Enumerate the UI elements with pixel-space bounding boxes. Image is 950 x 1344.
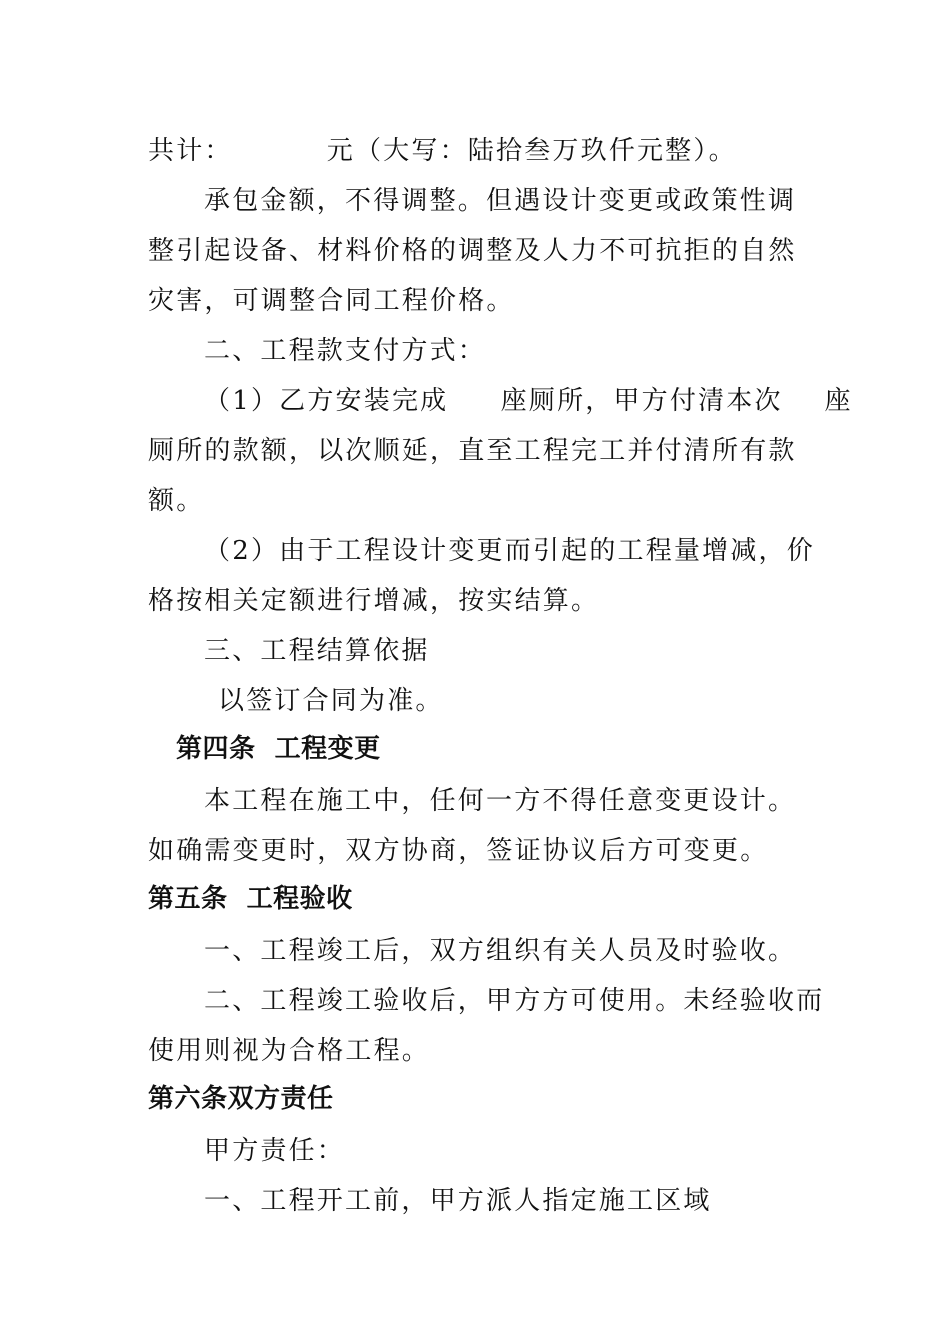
total-amount-line: 共计： 元（大写：陆拾叁万玖仟元整）。 [148, 136, 737, 166]
list-item-line: （1）乙方安装完成 座厕所，甲方付清本次 座 [204, 386, 853, 416]
article-heading: 第四条 工程变更 [176, 734, 381, 764]
list-item-line: 格按相关定额进行增减，按实结算。 [148, 586, 600, 616]
article-line: 二、工程竣工验收后，甲方方可使用。未经验收而 [204, 986, 825, 1016]
party-label: 甲方责任： [204, 1136, 346, 1166]
paragraph-line: 整引起设备、材料价格的调整及人力不可抗拒的自然 [148, 236, 797, 266]
list-item-line: 额。 [148, 486, 205, 516]
article-heading: 第六条双方责任 [148, 1084, 334, 1114]
paragraph-line: 灾害，可调整合同工程价格。 [148, 286, 515, 316]
article-line: 本工程在施工中，任何一方不得任意变更设计。 [204, 786, 797, 816]
article-line: 一、工程开工前，甲方派人指定施工区域 [204, 1186, 712, 1216]
paragraph-line: 承包金额，不得调整。但遇设计变更或政策性调 [204, 186, 797, 216]
section-text: 以签订合同为准。 [218, 686, 444, 716]
article-line: 如确需变更时，双方协商，签证协议后方可变更。 [148, 836, 769, 866]
article-line: 一、工程竣工后，双方组织有关人员及时验收。 [204, 936, 797, 966]
article-line: 使用则视为合格工程。 [148, 1036, 431, 1066]
list-item-line: （2）由于工程设计变更而引起的工程量增减，价 [204, 536, 815, 566]
list-item-line: 厕所的款额，以次顺延，直至工程完工并付清所有款 [148, 436, 797, 466]
section-title: 二、工程款支付方式： [204, 336, 487, 366]
section-title: 三、工程结算依据 [204, 636, 430, 666]
article-heading: 第五条 工程验收 [148, 884, 353, 914]
